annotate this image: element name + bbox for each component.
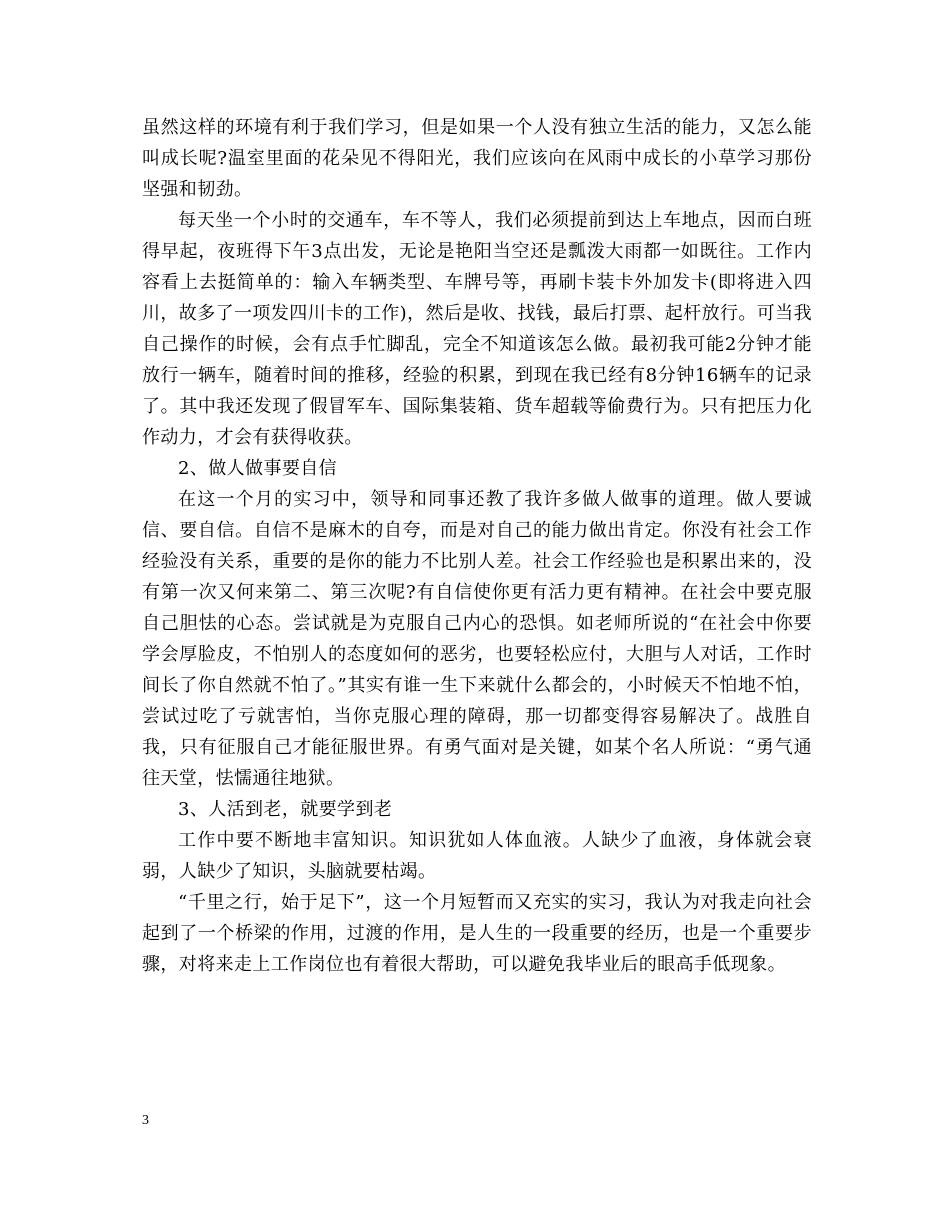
paragraph-conclusion: “千里之行，始于足下”，这一个月短暂而又充实的实习，我认为对我走向社会起到了一个桥梁的作用，过渡的作用，是人生的一段重要的经历，也是一个重要步骤，对将来走上工作岗位也有着很大帮助，可以避免我毕业后的眼高手低现象。 bbox=[142, 892, 812, 975]
paragraph-continuation: 虽然这样的环境有利于我们学习，但是如果一个人没有独立生活的能力，又怎么能叫成长呢?温室里面的花朵见不得阳光，我们应该向在风雨中成长的小草学习那份坚强和韧劲。 bbox=[142, 117, 812, 200]
section-heading-confidence: 2、做人做事要自信 bbox=[178, 458, 338, 479]
paragraph-knowledge: 工作中要不断地丰富知识。知识犹如人体血液。人缺少了血液，身体就会衰弱，人缺少了知识，头脑就要枯竭。 bbox=[142, 830, 812, 882]
section-heading-lifelong-learning: 3、人活到老，就要学到老 bbox=[178, 799, 393, 820]
page-number: 3 bbox=[142, 1113, 149, 1128]
body-text bbox=[142, 112, 812, 980]
paragraph-commute-work: 每天坐一个小时的交通车，车不等人，我们必须提前到达上车地点，因而白班得早起，夜班得下午3点出发，无论是艳阳当空还是瓢泼大雨都一如既往。工作内容看上去挺简单的：输入车辆类型、车牌号等，再刷卡装卡外加发卡(即将进入四川，故多了一项发四川卡的工作)，然后是收、找钱，最后打票、起杆放行。可当我自己操作的时候，会有点手忙脚乱，完全不知道该怎么做。最初我可能2分钟才能放行一辆车，随着时间的推移，经验的积累，到现在我已经有8分钟16辆车的记录了。其中我还发现了假冒军车、国际集装箱、货车超载等偷费行为。只有把压力化作动力，才会有获得收获。 bbox=[142, 210, 812, 448]
paragraph-confidence: 在这一个月的实习中，领导和同事还教了我许多做人做事的道理。做人要诚信、要自信。自信不是麻木的自夸，而是对自己的能力做出肯定。你没有社会工作经验没有关系，重要的是你的能力不比别人差。社会工作经验也是积累出来的，没有第一次又何来第二、第三次呢?有自信使你更有活力更有精神。在社会中要克服自己胆怯的心态。尝试就是为克服自己内心的恐惧。如老师所说的“在社会中你要学会厚脸皮，不怕别人的态度如何的恶劣，也要轻松应付，大胆与人对话，工作时间长了你自然就不怕了。”其实有谁一生下来就什么都会的，小时候天不怕地不怕，尝试过吃了亏就害怕，当你克服心理的障碍，那一切都变得容易解决了。战胜自我，只有征服自己才能征服世界。有勇气面对是关键，如某个名人所说：“勇气通往天堂，怯懦通往地狱。 bbox=[142, 489, 812, 789]
